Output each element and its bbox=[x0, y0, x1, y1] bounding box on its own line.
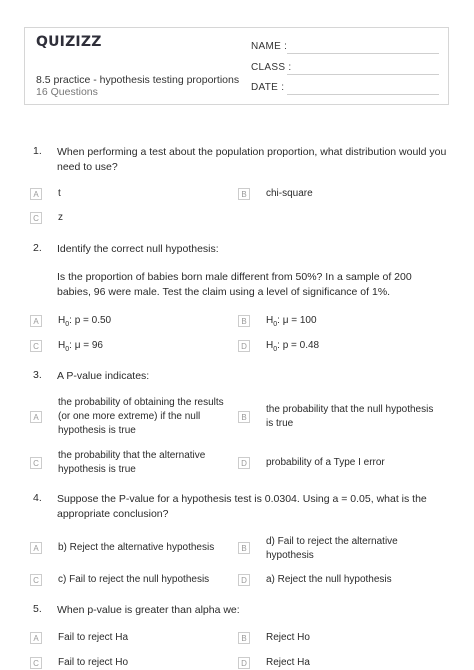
option-badge[interactable]: C bbox=[30, 657, 42, 669]
option-text[interactable]: $H_0$: μ = 96 bbox=[58, 340, 103, 353]
question-number: 4. bbox=[33, 492, 42, 504]
option-badge[interactable]: B bbox=[238, 411, 250, 423]
option-text[interactable]: chi-square bbox=[266, 188, 313, 199]
option-text[interactable]: d) Fail to reject the alternative hypothesis bbox=[266, 536, 398, 561]
option-badge[interactable]: A bbox=[30, 632, 42, 644]
option-badge[interactable]: D bbox=[238, 574, 250, 586]
worksheet-title: 8.5 practice - hypothesis testing proportions bbox=[36, 74, 240, 86]
date-label: DATE : bbox=[251, 82, 285, 93]
class-label: CLASS : bbox=[251, 62, 292, 73]
option-text[interactable]: $H_0$: p = 0.48 bbox=[266, 340, 320, 353]
option-badge[interactable]: A bbox=[30, 542, 42, 554]
option-badge[interactable]: A bbox=[30, 411, 42, 423]
option-badge[interactable]: C bbox=[30, 457, 42, 469]
option-text[interactable]: the probability that the alternative hypothesis is true bbox=[58, 450, 206, 475]
option-badge[interactable]: D bbox=[238, 457, 250, 469]
question-text: A P-value indicates: bbox=[57, 370, 150, 382]
option-badge[interactable]: C bbox=[30, 340, 42, 352]
option-badge[interactable]: C bbox=[30, 574, 42, 586]
question-text: Identify the correct null hypothesis: bbox=[57, 243, 219, 255]
quizizz-logo: QUIZIZZ bbox=[36, 34, 102, 50]
option-badge[interactable]: D bbox=[238, 657, 250, 669]
option-badge[interactable]: B bbox=[238, 632, 250, 644]
question-number: 2. bbox=[33, 242, 42, 254]
option-text[interactable]: t bbox=[58, 188, 61, 199]
option-badge[interactable]: A bbox=[30, 315, 42, 327]
option-badge[interactable]: B bbox=[238, 188, 250, 200]
option-text[interactable]: the probability of obtaining the results (or one more extreme) if the null hypothesis is true bbox=[58, 397, 224, 436]
question-text: When performing a test about the population proportion, what distribution would you need to use? bbox=[57, 146, 447, 173]
question-number: 5. bbox=[33, 603, 42, 615]
class-line[interactable] bbox=[287, 74, 439, 75]
question-text: Suppose the P-value for a hypothesis test is 0.0304. Using a = 0.05, what is the appropriate conclusion? bbox=[57, 493, 427, 520]
option-text[interactable]: $H_0$: p = 0.50 bbox=[58, 315, 112, 328]
question-detail: Is the proportion of babies born male different from 50%? In a sample of 200 babies, 96 were male. Test the claim using a level of significance of 1%. bbox=[57, 271, 412, 298]
option-text[interactable]: z bbox=[58, 212, 63, 223]
option-badge[interactable]: B bbox=[238, 542, 250, 554]
date-line[interactable] bbox=[287, 94, 439, 95]
option-text[interactable]: Fail to reject Ho bbox=[58, 657, 129, 668]
question-text: When p-value is greater than alpha we: bbox=[57, 604, 240, 616]
option-text[interactable]: b) Reject the alternative hypothesis bbox=[58, 542, 215, 553]
name-label: NAME : bbox=[251, 41, 288, 52]
option-text[interactable]: a) Reject the null hypothesis bbox=[266, 574, 392, 585]
option-text[interactable]: Reject Ha bbox=[266, 657, 310, 668]
option-text[interactable]: probability of a Type I error bbox=[266, 457, 385, 468]
option-badge[interactable]: C bbox=[30, 212, 42, 224]
option-text[interactable]: $H_0$: μ = 100 bbox=[266, 315, 317, 328]
question-number: 1. bbox=[33, 145, 42, 157]
option-text[interactable]: the probability that the null hypothesis is true bbox=[266, 404, 434, 429]
option-text[interactable]: Reject Ho bbox=[266, 632, 310, 643]
option-text[interactable]: Fail to reject Ha bbox=[58, 632, 129, 643]
name-line[interactable] bbox=[287, 53, 439, 54]
question-count: 16 Questions bbox=[36, 86, 98, 98]
option-badge[interactable]: B bbox=[238, 315, 250, 327]
question-number: 3. bbox=[33, 369, 42, 381]
option-text[interactable]: c) Fail to reject the null hypothesis bbox=[58, 574, 210, 585]
option-badge[interactable]: A bbox=[30, 188, 42, 200]
option-badge[interactable]: D bbox=[238, 340, 250, 352]
